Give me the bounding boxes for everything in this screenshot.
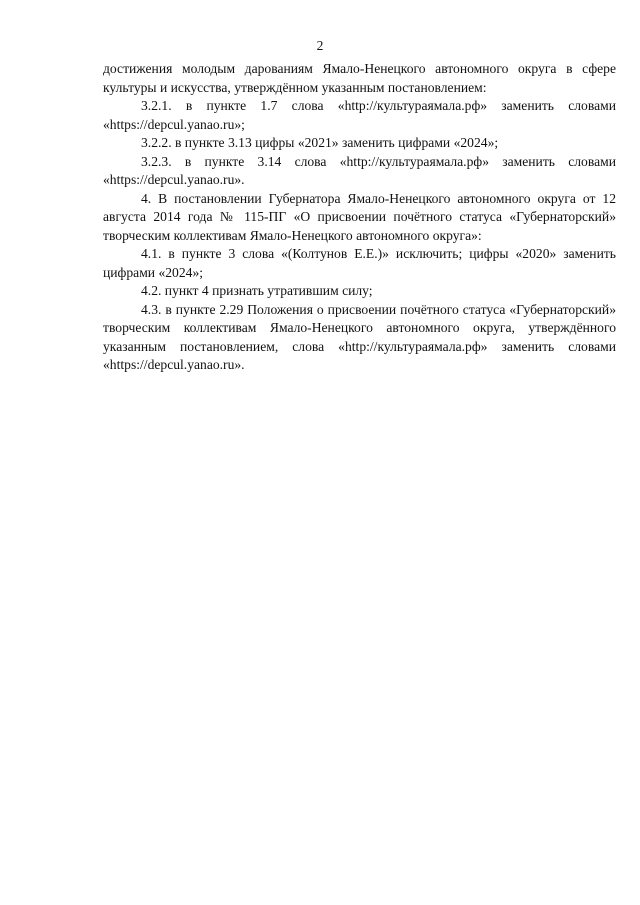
- paragraph-3-2-3: 3.2.3. в пункте 3.14 слова «http://культураямала.рф» заменить словами «https://depcul.yanao.ru».: [103, 153, 616, 187]
- page-number: 2: [316, 38, 324, 53]
- document-body: [103, 60, 616, 375]
- paragraph-3-2-1: 3.2.1. в пункте 1.7 слова «http://культураямала.рф» заменить словами «https://depcul.yanao.ru»;: [103, 98, 616, 132]
- paragraph-4-1: 4.1. в пункте 3 слова «(Колтунов Е.Е.)» исключить; цифры «2020» заменить цифрами «2024»;: [103, 246, 616, 280]
- paragraph-4-2: 4.2. пункт 4 признать утратившим силу;: [141, 283, 373, 298]
- paragraph-continuation: достижения молодым дарованиям Ямало-Ненецкого автономного округа в сфере культуры и искусства, утверждённом указанным постановлением:: [103, 61, 616, 95]
- paragraph-4-3: 4.3. в пункте 2.29 Положения о присвоении почётного статуса «Губернаторский» творческим коллективам Ямало-Ненецкого автономного округа, утверждённого указанным постановлением, слова «http://культураямала.рф» заменить словами «https://depcul.yanao.ru».: [103, 301, 616, 372]
- paragraph-3-2-2: 3.2.2. в пункте 3.13 цифры «2021» заменить цифрами «2024»;: [141, 135, 499, 150]
- paragraph-4: 4. В постановлении Губернатора Ямало-Ненецкого автономного округа от 12 августа 2014 года № 115-ПГ «О присвоении почётного статуса «Губернаторский» творческим коллективам Ямало-Ненецкого автономного округа»:: [103, 190, 616, 243]
